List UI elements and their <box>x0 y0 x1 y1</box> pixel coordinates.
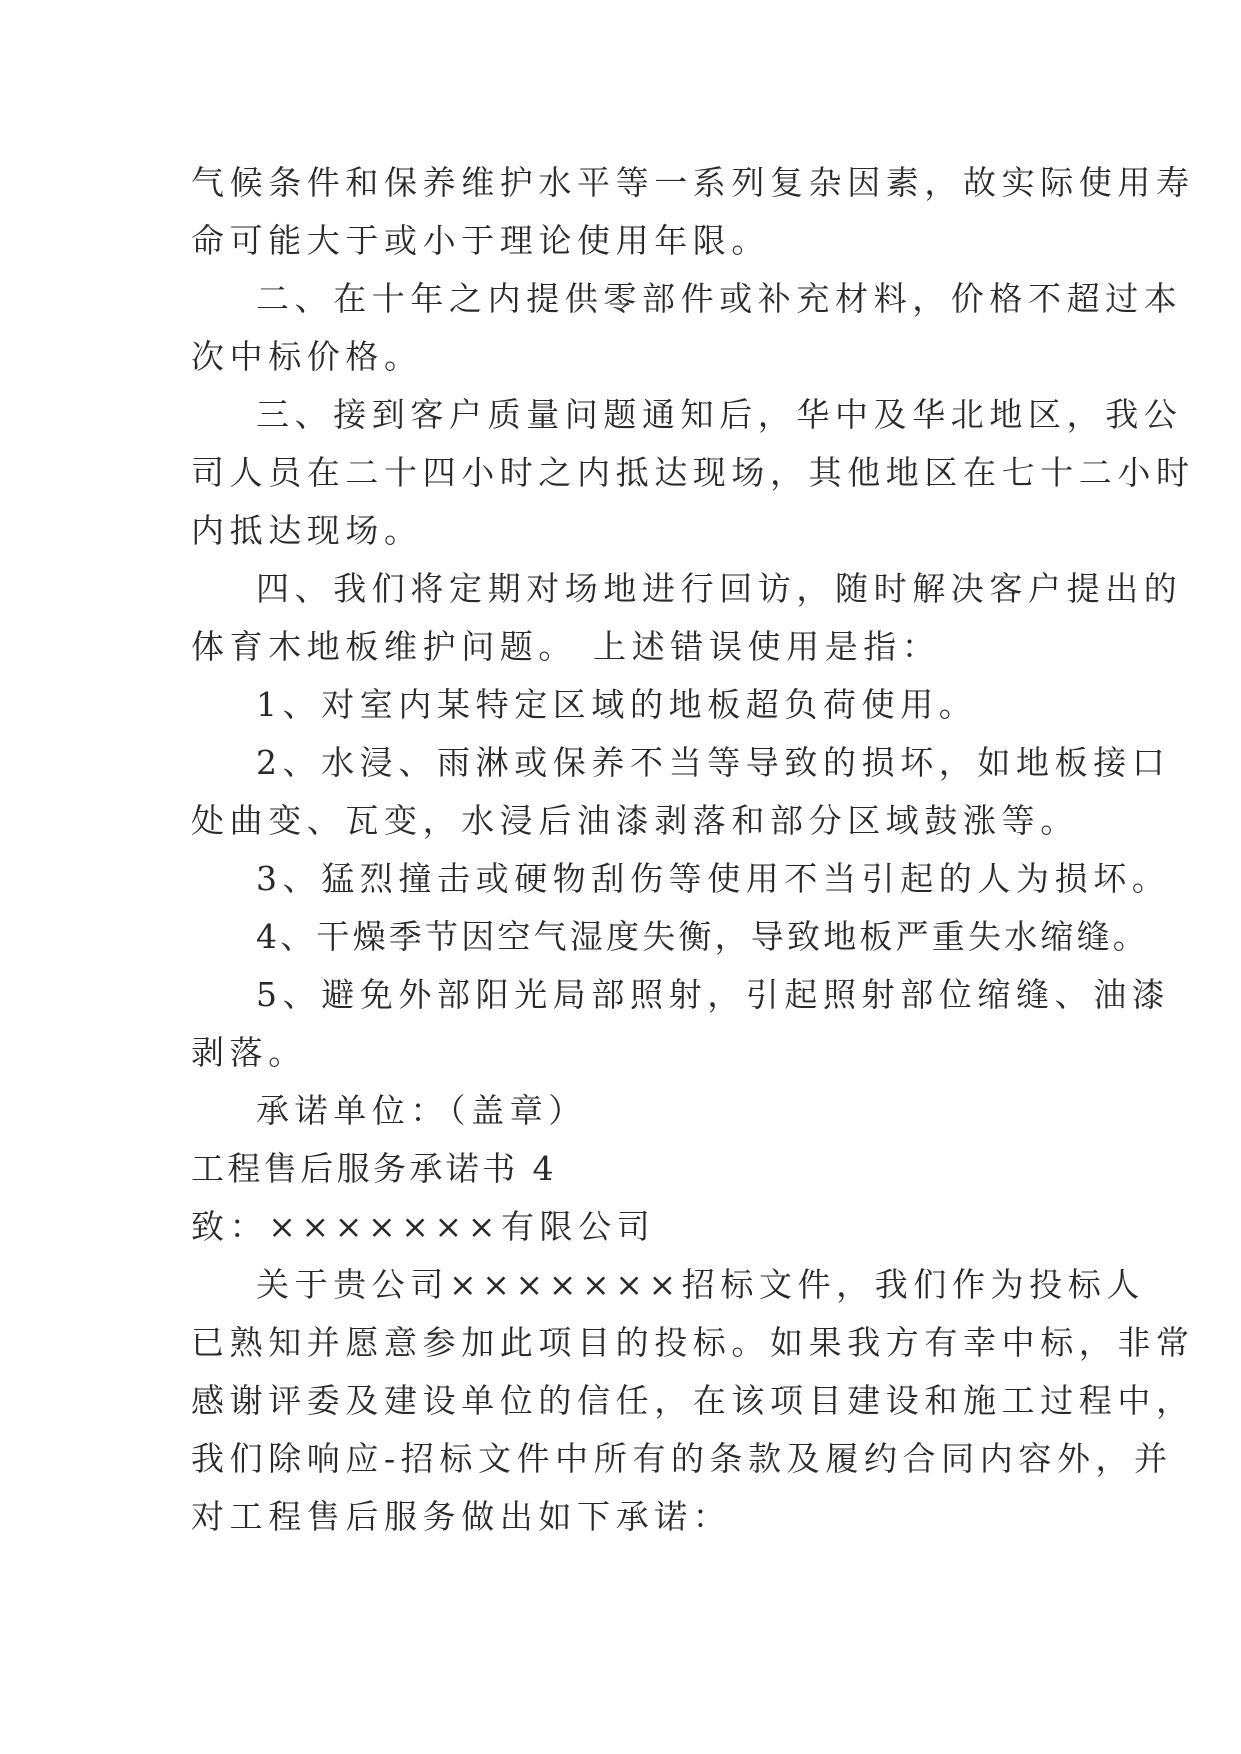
text-line: 次中标价格。 <box>191 337 423 376</box>
text-line: 对工程售后服务做出如下承诺： <box>191 1497 732 1536</box>
text-line: 内抵达现场。 <box>191 511 423 550</box>
text-line: 司人员在二十四小时之内抵达现场，其他地区在七十二小时 <box>191 453 1195 492</box>
text-line: 命可能大于或小于理论使用年限。 <box>191 221 770 260</box>
text-line: 处曲变、瓦变，水浸后油漆剥落和部分区域鼓涨等。 <box>191 801 1079 840</box>
list-item: 5、避免外部阳光局部照射，引起照射部位缩缝、油漆 <box>256 975 1171 1014</box>
text-line: 感谢评委及建设单位的信任，在该项目建设和施工过程中， <box>191 1381 1195 1420</box>
addressee-line: 致：×××××××有限公司 <box>191 1207 656 1246</box>
paragraph-start: 关于贵公司×××××××招标文件，我们作为投标人 <box>256 1265 1145 1304</box>
signature-line: 承诺单位：（盖章） <box>256 1091 587 1130</box>
paragraph-start: 三、接到客户质量问题通知后，华中及华北地区，我公 <box>256 395 1183 434</box>
paragraph-start: 二、在十年之内提供零部件或补充材料，价格不超过本 <box>256 279 1183 318</box>
text-line: 我们除响应-招标文件中所有的条款及履约合同内容外，并 <box>191 1439 1173 1478</box>
paragraph-start: 四、我们将定期对场地进行回访，随时解决客户提出的 <box>256 569 1183 608</box>
text-line: 气候条件和保养维护水平等一系列复杂因素，故实际使用寿 <box>191 163 1195 202</box>
list-item: 3、猛烈撞击或硬物刮伤等使用不当引起的人为损坏。 <box>256 859 1171 898</box>
text-line: 已熟知并愿意参加此项目的投标。如果我方有幸中标，非常 <box>191 1323 1195 1362</box>
section-title: 工程售后服务承诺书 4 <box>191 1149 557 1188</box>
list-item: 4、干燥季节因空气湿度失衡，导致地板严重失水缩缝。 <box>256 917 1149 956</box>
text-line: 体育木地板维护问题。 上述错误使用是指： <box>191 627 941 666</box>
list-item: 1、对室内某特定区域的地板超负荷使用。 <box>256 685 978 724</box>
text-line: 剥落。 <box>191 1033 307 1072</box>
list-item: 2、水浸、雨淋或保养不当等导致的损坏，如地板接口 <box>256 743 1171 782</box>
